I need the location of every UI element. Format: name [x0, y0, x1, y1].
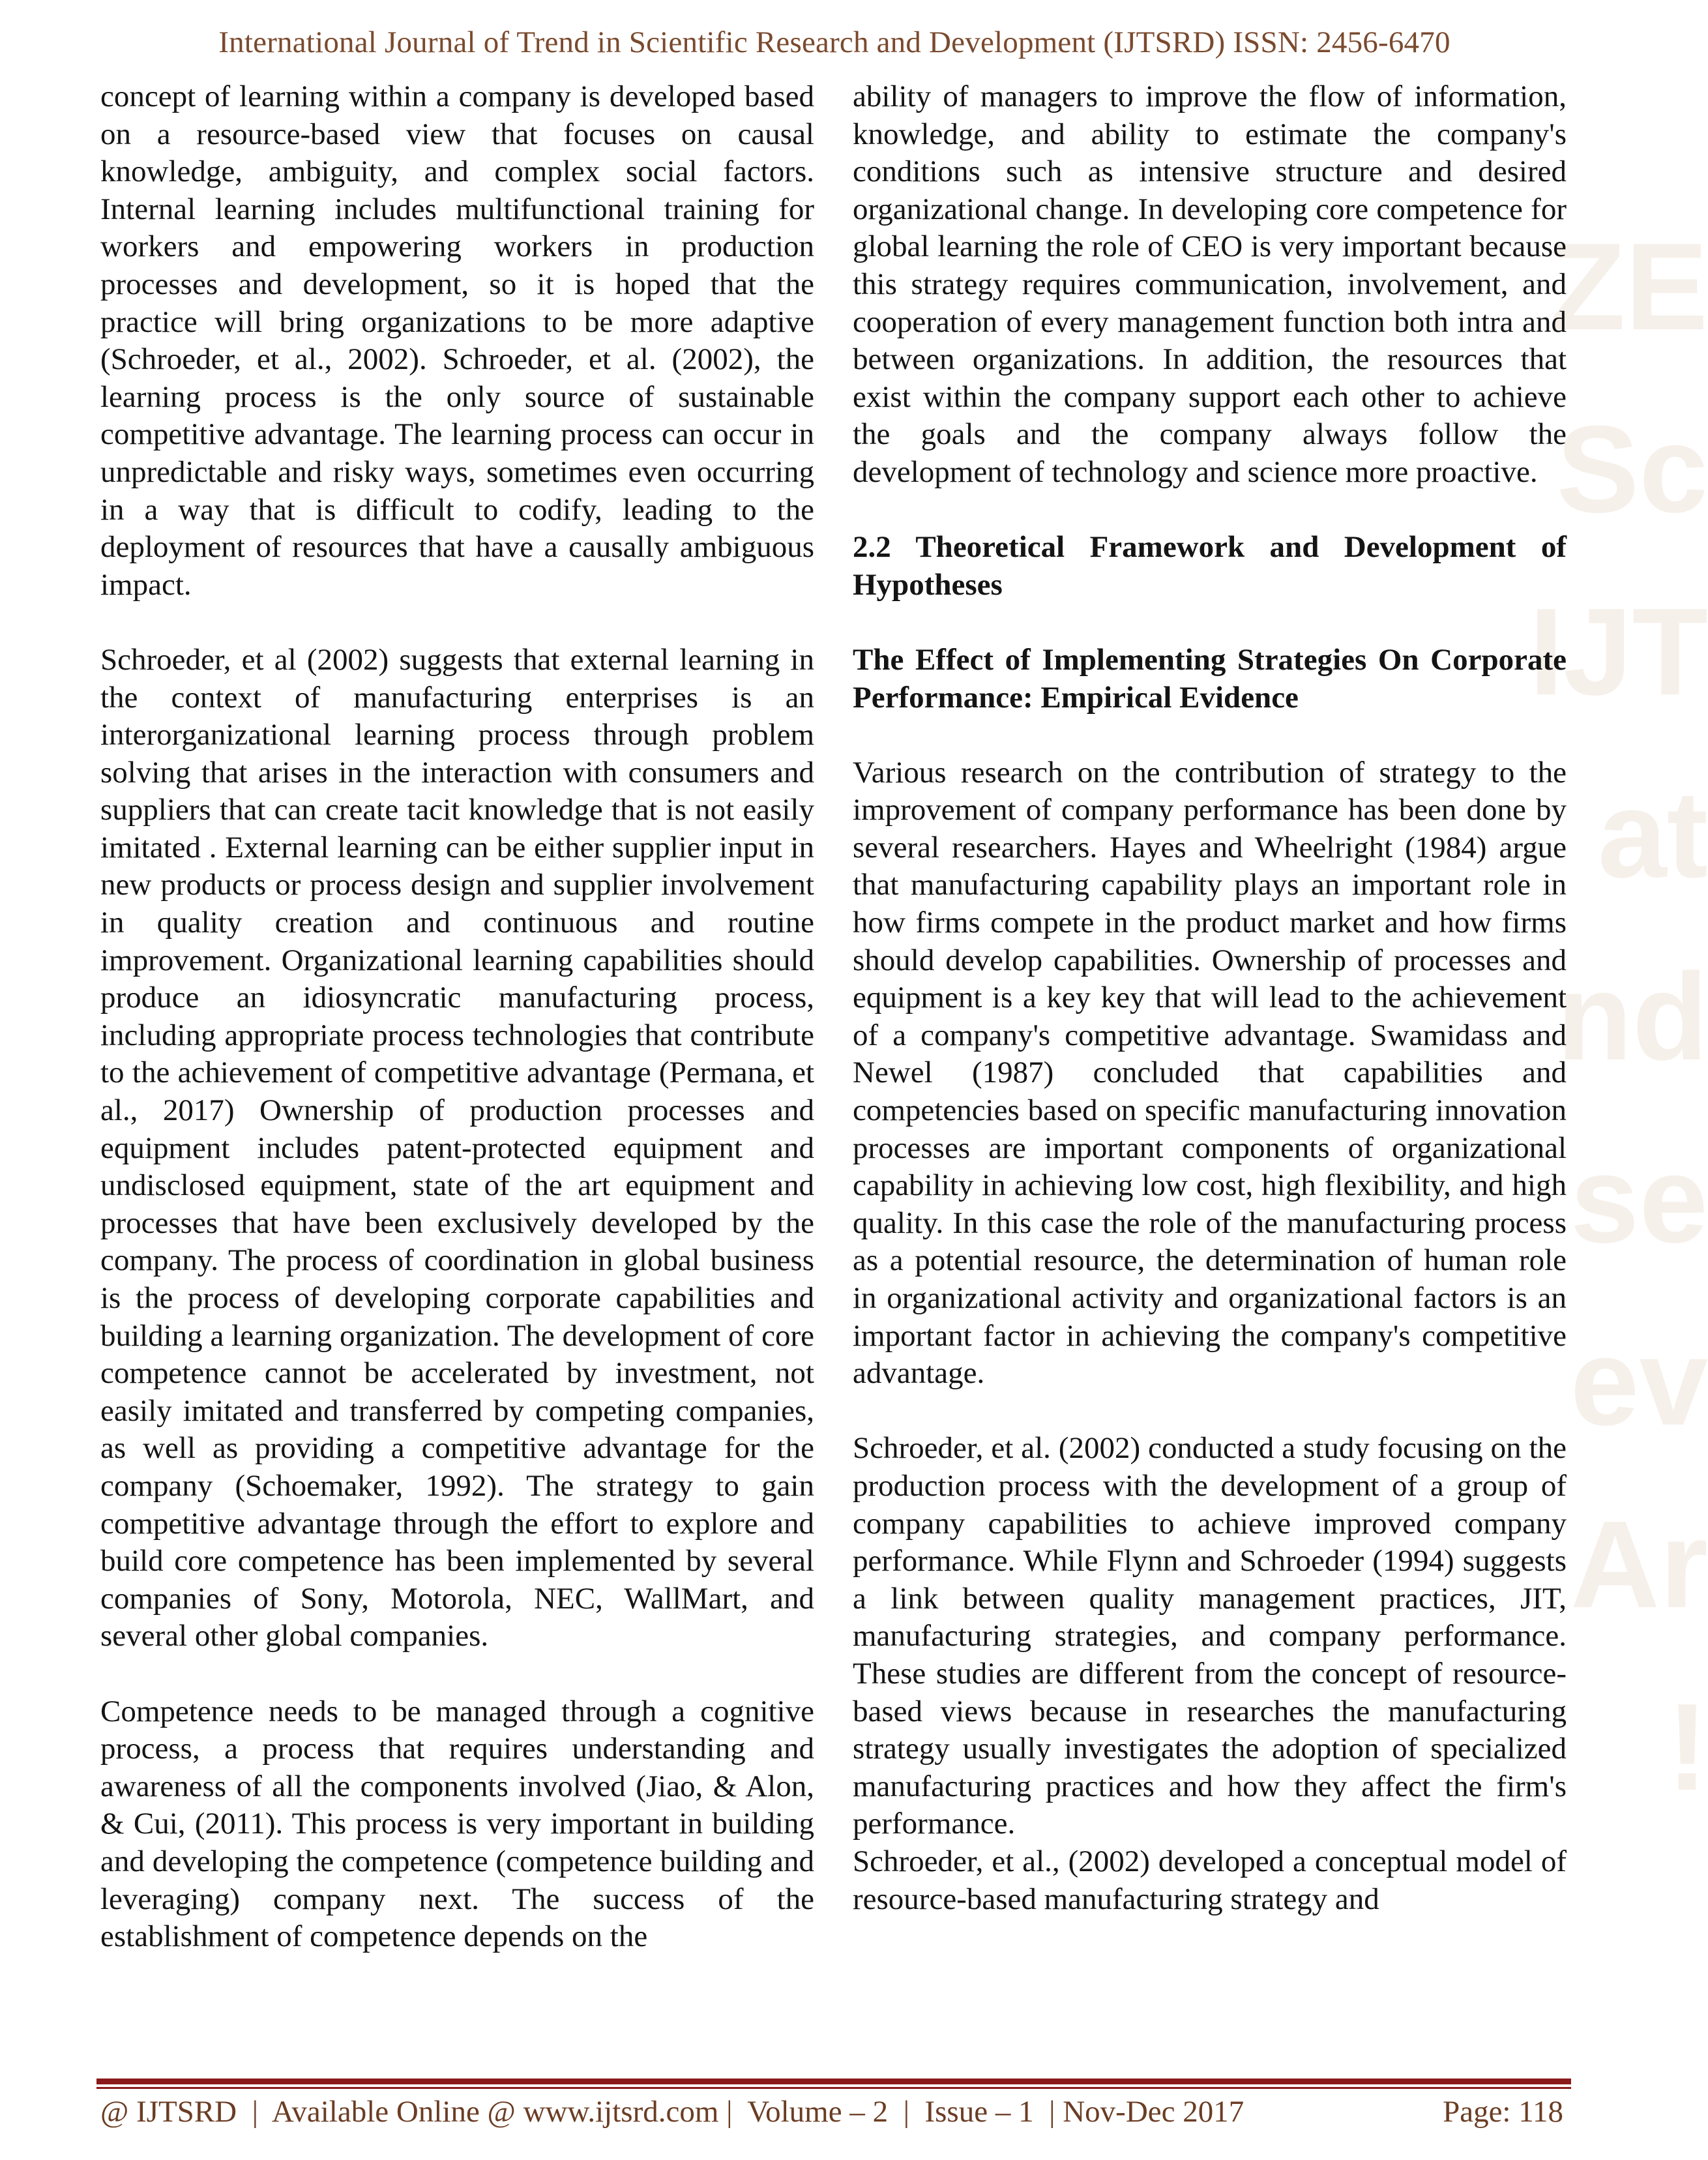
footer-divider [96, 2079, 1571, 2084]
watermark: ZE Sc IJT at nd se ev Ar ! [1529, 218, 1708, 1816]
body-paragraph: concept of learning within a company is developed based on a resource-based view that focuses on causal knowledge, ambiguity, and complex social factors. Internal learning includes multifunctional training for workers and empowering workers in production processes and development, so it is hoped that the practice will bring organizations to be more adaptive (Schroeder, et al., 2002). Schroeder, et al. (2002), the learning process is the only source of sustainable competitive advantage. The learning process can occur in unpredictable and risky ways, sometimes even occurring in a way that is difficult to codify, leading to the deployment of resources that have a causally ambiguous impact. [100, 80, 814, 602]
body-paragraph: Competence needs to be managed through a cognitive process, a process that requires understanding and awareness of all the components involved (Jiao, & Alon, & Cui, (2011). This process is very important in building and developing the competence (competence building and leveraging) company next. The success of the establishment of competence depends on the [100, 1694, 814, 1954]
body-paragraph: Schroeder, et al. (2002) conducted a study focusing on the production process with the development of a group of company capabilities to achieve improved company performance. While Flynn and Schroeder (1994) suggests a link between quality management practices, JIT, manufacturing strategies, and company performance. These studies are different from the concept of resource-based views because in researches the manufacturing strategy usually investigates the adoption of specialized manufacturing practices and how they affect the firm's performance. [853, 1431, 1567, 1841]
right-column [853, 78, 1567, 1918]
body-paragraph: Schroeder, et al (2002) suggests that external learning in the context of manufacturing enterprises is an interorganizational learning process through problem solving that arises in the interaction with consumers and suppliers that can create tacit knowledge that is not easily imitated . External learning can be either supplier input in new products or process design and supplier involvement in quality creation and continuous and routine improvement. Organizational learning capabilities should produce an idiosyncratic manufacturing process, including appropriate process technologies that contribute to the achievement of competitive advantage (Permana, et al., 2017) Ownership of production processes and equipment includes patent-protected equipment and undisclosed equipment, state of the art equipment and processes that have been exclusively developed by the company. The process of coordination in global business is the process of developing corporate capabilities and building a learning organization. The development of core competence cannot be accelerated by investment, not easily imitated and transferred by competing companies, as well as providing a competitive advantage for the company (Schoemaker, 1992). The strategy to gain competitive advantage through the effort to explore and build core competence has been implemented by several companies of Sony, Motorola, NEC, WallMart, and several other global companies. [100, 642, 814, 1653]
body-paragraph: Schroeder, et al., (2002) developed a conceptual model of resource-based manufacturing strategy and [853, 1844, 1567, 1916]
subsection-heading: The Effect of Implementing Strategies On Corporate Performance: Empirical Evidence [853, 642, 1567, 715]
footer-divider-thin [96, 2087, 1571, 2089]
body-paragraph: ability of managers to improve the flow of information, knowledge, and ability to estimate the company's conditions such as intensive structure and desired organizational change. In developing core competence for global learning the role of CEO is very important because this strategy requires communication, involvement, and cooperation of every management function both intra and between organizations. In addition, the resources that exist within the company support each other to achieve the goals and the company always follow the development of technology and science more proactive. [853, 80, 1567, 489]
body-paragraph: Various research on the contribution of strategy to the improvement of company performance has been done by several researchers. Hayes and Wheelright (1984) argue that manufacturing capability plays an important role in how firms compete in the product market and how firms should develop capabilities. Ownership of processes and equipment is a key key that will lead to the achievement of a company's competitive advantage. Swamidass and Newel (1987) concluded that capabilities and competencies based on specific manufacturing innovation processes are important components of organizational capability in achieving low cost, high flexibility, and high quality. In this case the role of the manufacturing process as a potential resource, the determination of human role in organizational activity and organizational factors is an important factor in achieving the company's competitive advantage. [853, 755, 1567, 1391]
page-number: Page: 118 [1443, 2095, 1563, 2129]
left-column [100, 78, 814, 1956]
journal-header: International Journal of Trend in Scientific Research and Development (IJTSRD) ISSN: 2456-6470 [218, 25, 1450, 59]
page-footer [100, 2094, 1563, 2129]
footer-citation: @ IJTSRD | Available Online @ www.ijtsrd.com | Volume – 2 | Issue – 1 | Nov-Dec 2017 [100, 2095, 1244, 2129]
section-heading: 2.2 Theoretical Framework and Development of Hypotheses [853, 530, 1567, 602]
